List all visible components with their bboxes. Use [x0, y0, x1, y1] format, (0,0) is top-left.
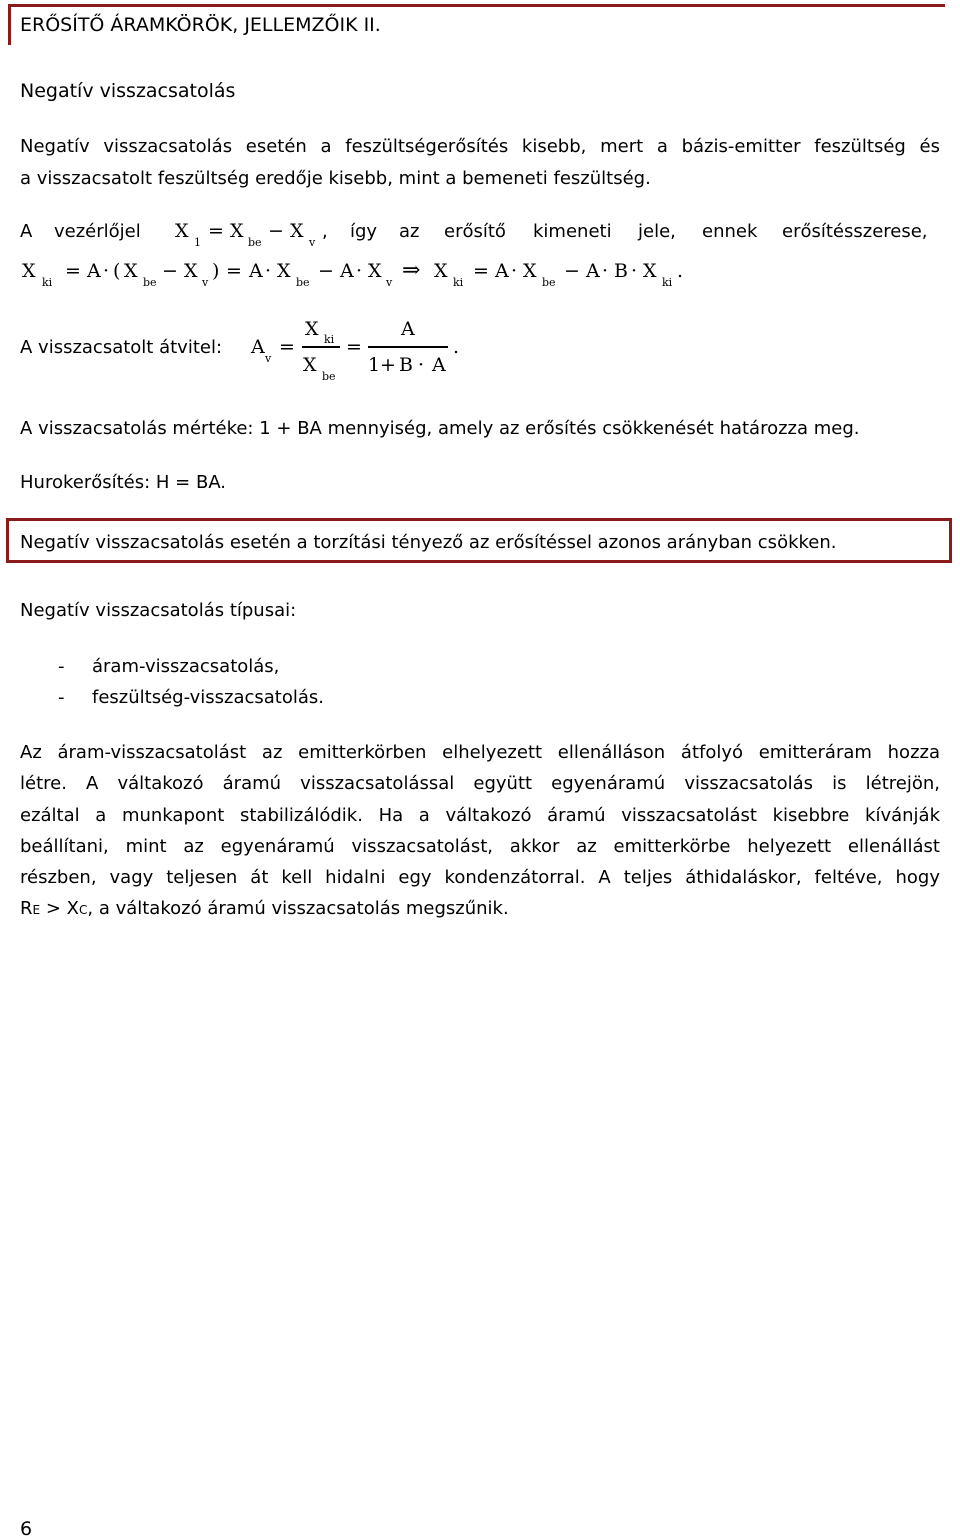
word-erosito: erősítő: [444, 221, 506, 242]
chapter-title: ERŐSÍTŐ ÁRAMKÖRÖK, JELLEMZŐIK II.: [20, 14, 381, 36]
plus-sign: +: [380, 354, 396, 376]
a-denominator: A: [432, 354, 446, 376]
word-igy: így: [350, 221, 378, 242]
highlight-text: Negatív visszacsatolás esetén a torzítási tényező az erősítéssel azonos arányban csökken.: [20, 532, 837, 553]
xbe-denominator: X: [303, 354, 317, 376]
xki-subscript: ki: [42, 276, 53, 289]
page-number: 6: [20, 1518, 33, 1540]
a-symbol: A: [249, 260, 263, 282]
implies-arrow: ⇒: [402, 258, 421, 283]
equals-sign: =: [226, 260, 242, 282]
xv-symbol: X: [184, 260, 198, 282]
right-paren: ): [212, 260, 220, 282]
dot-sign: ·: [103, 260, 110, 282]
re-subscript: E: [32, 903, 41, 917]
list-dash: -: [58, 687, 65, 708]
greater-than: >: [40, 898, 67, 919]
para1-line1: Negatív visszacsatolás esetén a feszültségerősítés kisebb, mert a bázis-emitter feszültség és: [20, 136, 940, 157]
xbe-subscript: be: [296, 276, 310, 289]
minus-sign: −: [162, 260, 178, 282]
para3-line3: ezáltal a munkapont stabilizálódik. Ha a váltakozó áramú visszacsatolást kisebbre kívánják: [20, 805, 940, 826]
xki-numerator: X: [305, 318, 319, 340]
a-numerator: A: [401, 318, 415, 340]
xbe-subscript: be: [322, 370, 336, 383]
period: .: [677, 260, 684, 282]
section-title: Negatív visszacsatolás: [20, 80, 236, 102]
xbe-symbol: X: [230, 220, 244, 242]
xbe-symbol: X: [124, 260, 138, 282]
x1-symbol: X: [175, 220, 189, 242]
word-kimeneti: kimeneti: [533, 221, 612, 242]
a-symbol: A: [586, 260, 600, 282]
list-item-voltage-feedback: feszültség-visszacsatolás.: [92, 687, 324, 708]
dot-sign: ·: [265, 260, 272, 282]
para3-line1: Az áram-visszacsatolást az emitterkörben elhelyezett ellenálláson átfolyó emitteráram hozza: [20, 742, 940, 763]
word-ennek: ennek: [702, 221, 758, 242]
xbe-symbol: X: [277, 260, 291, 282]
fraction-bar: [368, 346, 448, 348]
types-title: Negatív visszacsatolás típusai:: [20, 600, 297, 621]
xc-subscript: C: [78, 903, 88, 917]
dot-sign: ·: [418, 354, 425, 376]
minus-sign: −: [268, 220, 284, 242]
xbe-symbol: X: [523, 260, 537, 282]
xv-subscript: v: [386, 276, 393, 289]
word-vezerlojel: vezérlőjel: [54, 221, 141, 242]
word-az: az: [399, 221, 420, 242]
b-symbol: B: [614, 260, 628, 282]
xki-subscript: ki: [662, 276, 673, 289]
xbe-subscript: be: [542, 276, 556, 289]
one-denominator: 1: [368, 354, 381, 376]
xv-symbol: X: [368, 260, 382, 282]
transfer-label: A visszacsatolt átvitel:: [20, 337, 223, 358]
dot-sign: ·: [602, 260, 609, 282]
para3-line5: részben, vagy teljesen át kell hidalni egy kondenzátorral. A teljes áthidaláskor, feltéve, hogy: [20, 867, 940, 888]
xv-subscript: v: [202, 276, 209, 289]
xki-symbol: X: [434, 260, 448, 282]
b-denominator: B: [399, 354, 413, 376]
equals-sign: =: [473, 260, 489, 282]
left-paren: (: [113, 260, 121, 282]
xki-subscript: ki: [453, 276, 464, 289]
a-symbol: A: [495, 260, 509, 282]
xv-subscript: v: [309, 236, 316, 249]
minus-sign: −: [318, 260, 334, 282]
para3-line4: beállítani, mint az egyenáramú visszacsatolást, akkor az emitterkörbe helyezett ellenállást: [20, 836, 940, 857]
para3-line2: létre. A váltakozó áramú visszacsatolással együtt egyenáramú visszacsatolás is létrejön,: [20, 773, 940, 794]
word-jele: jele,: [638, 221, 676, 242]
fraction-bar: [302, 346, 340, 348]
av-symbol: A: [251, 336, 265, 358]
xc-symbol: X: [66, 898, 79, 919]
list-item-current-feedback: áram-visszacsatolás,: [92, 656, 280, 677]
xki-symbol: X: [22, 260, 36, 282]
equals-sign: =: [65, 260, 81, 282]
x1-subscript: 1: [194, 236, 201, 249]
para3-line6-rest: , a váltakozó áramú visszacsatolás megszűnik.: [87, 898, 509, 919]
xv-symbol: X: [290, 220, 304, 242]
feedback-measure-text: A visszacsatolás mértéke: 1 + BA mennyiség, amely az erősítés csökkenését határozza meg.: [20, 418, 860, 439]
loop-gain-text: Hurokerősítés: H = BA.: [20, 472, 227, 493]
xbe-subscript: be: [248, 236, 262, 249]
para1-line2: a visszacsatolt feszültség eredője kisebb, mint a bemeneti feszültség.: [20, 168, 651, 189]
xbe-subscript: be: [143, 276, 157, 289]
word-erositesszerese: erősítésszerese,: [782, 221, 928, 242]
minus-sign: −: [564, 260, 580, 282]
dot-sign: ·: [631, 260, 638, 282]
para3-line6: [20, 898, 509, 919]
equals-sign: =: [346, 336, 362, 358]
xki-symbol: X: [643, 260, 657, 282]
av-subscript: v: [265, 352, 272, 365]
word-a: A: [20, 221, 33, 242]
dot-sign: ·: [511, 260, 518, 282]
equals-sign: =: [208, 220, 224, 242]
xki-subscript: ki: [324, 333, 335, 346]
a-symbol: A: [340, 260, 354, 282]
re-symbol: R: [20, 898, 33, 919]
dot-sign: ·: [356, 260, 363, 282]
equals-sign: =: [279, 336, 295, 358]
comma: ,: [322, 221, 328, 242]
a-symbol: A: [87, 260, 101, 282]
list-dash: -: [58, 656, 65, 677]
period: .: [453, 336, 460, 358]
